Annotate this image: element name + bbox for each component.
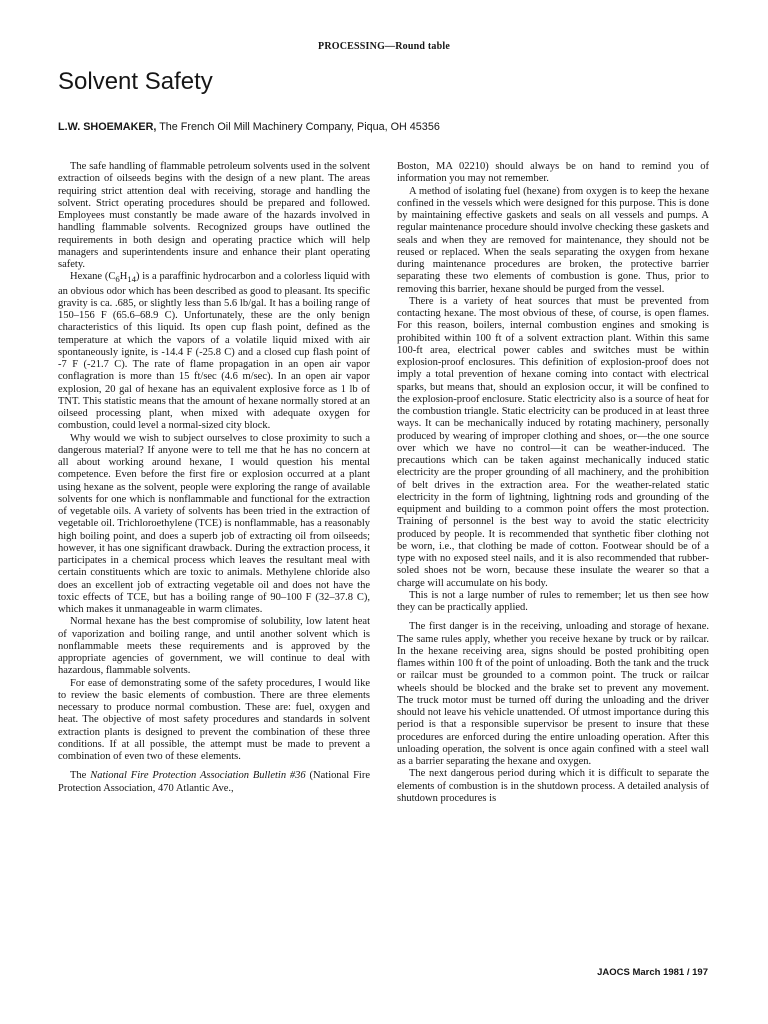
subscript: 14 [127,274,137,285]
author-affiliation: The French Oil Mill Machinery Company, Piqua, OH 45356 [159,121,440,133]
paragraph: Why would we wish to subject ourselves to close proximity to such a dangerous material? If anyone were to tell me that he has no concern at all about working around hexane, I would question his mental competence. Even before the first fire or explosion occurred at a plant using hexane as the solvent, people were exploring the range of available solvents for one which is nonflammable and functional for the extraction of vegetable oils. A variety of solvents has been tried in the extraction of vegetable oil. Trichloroethylene (TCE) is nonflammable, has a reasonably high boiling point, and does a superb job of extracting oil from oilseeds; however, it has one significant drawback. During the extraction process, it participates in a chemical process which leaves the resultant meal with certain constituents which are toxic to animals. Methylene chloride also does an excellent job of extracting vegetable oil and does not have the toxic effects of TCE, but has a boiling range of 90–100 F (32–37.8 C), which makes it unmanageable in warm climates. [58,432,370,616]
paragraph-nfpa-reference [58,770,370,795]
section-header: PROCESSING—Round table [318,41,450,52]
paragraph: There is a variety of heat sources that must be prevented from contacting hexane. The most obvious of these, of course, is open flames. For this reason, boilers, internal combustion engines and smoking is prohibited within 100 ft of a solvent extraction plant. Within this same 100-ft area, electrical power cables and switches must be within explosion-proof enclosures. This definition of explosion-proof does not imply a total prevention of hexane coming into contact with electrical sparks, but means that, should an explosion occur, it will be confined to the explosion-proof enclosure. Static electricity also is a source of heat for the combustion triangle. Static electricity can be produced in at least three ways. It can be mechanically induced by rotating machinery, personally produced by wearing of improper clothing and shoes, or—the one source over which we have no control—it can be weather-induced. The precautions which can be taken against mechanically induced static electricity are the proper grounding of all machinery, and the prohibition of belt drives in the extraction area. For the weather-related static electricity in the form of lightning, lightning rods and grounding of the equipment and building to a common point offers the most protection. Training of personnel is the best way to avoid the static electricity produced by people. It is recommended that synthetic fiber clothing not be worn, i.e., that clothing be made of cotton. Footwear should be of a type with no exposed steel nails, and it is also recommended that rubber-soled shoes not be worn, because these insulate the wearer so that a charge will accumulate on his body. [397,295,709,589]
paragraph-text: (National Fire Protection Association, 470 Atlantic Ave., [58,770,370,794]
paragraph: A method of isolating fuel (hexane) from oxygen is to keep the hexane confined in the vessels which were designed for this purpose. This is done by maintaining effective gaskets and seals on all vessels and pumps. A regular maintenance procedure should involve checking these gaskets and seals and when they are removed for maintenance, they should not be reused or replaced. When the seals separating the oxygen from hexane during maintenance procedures are broken, the protective barrier separating these two elements of combustion is gone. Thus, prior to removing this barrier, hexane should be purged from the vessel. [397,185,709,295]
paragraph: This is not a large number of rules to remember; let us then see how they can be practically applied. [397,589,709,613]
paragraph-text: H [119,271,128,283]
article-title: Solvent Safety [58,68,213,95]
left-column [58,161,370,795]
paragraph-hexane-properties [58,271,370,432]
subscript: 6 [115,274,120,285]
paragraph: The next dangerous period during which it is difficult to separate the elements of combustion is in the shutdown process. A detailed analysis of shutdown procedures is [397,768,709,804]
paragraph: The safe handling of flammable petroleum solvents used in the solvent extraction of oilseeds begins with the design of a new plant. The areas requiring strict attention deal with receiving, storage and handling the solvent. Strict operating procedures should be prepared and followed. Employees must constantly be made aware of the hazards involved in handling flammable solvents. Recognized groups have outlined the requirements in both design and operating practice which will help managers and superintendents insure and enhance their plant operating safety. [58,161,370,270]
right-column [397,161,709,805]
paragraph: Normal hexane has the best compromise of solubility, low latent heat of vaporization and boiling range, and until another solvent which is nonflammable meets these requirements and is approved by the appropriate agencies of government, we will continue to deal with hazardous, flammable solvents. [58,616,370,677]
paragraph-text: ) is a paraffinic hydrocarbon and a colorless liquid with an obvious odor which has been described as good to pleasant. Its specific gravity is ca. .685, or slightly less than 5.6 lb/gal. It has a boiling range of 150–156 F (65.6–68.9 C). Unfortunately, these are the only benign characteristics of this liquid. Its open cup flash point, defined as the temperature at which the vapors of a volatile liquid mixed with air spontaneously ignite, is -14.4 F (-25.8 C) and a closed cup flash point of -7 F (-21.7 C). The rate of flame propagation in an open air vapor conflagration is more than 15 ft/sec (4.6 m/sec). In an open air vapor explosion, 20 gal of hexane has an equivalent explosive force as 1 lb of TNT. This statistic means that the amount of hexane normally stored at an oilseed processing plant, when mixed with adequate oxygen for combustion, could level a normal-sized city block. [58,271,370,432]
paragraph-text: The [70,770,91,782]
paragraph-text: Hexane (C [70,271,116,283]
paragraph: The first danger is in the receiving, unloading and storage of hexane. The same rules apply, whether you receive hexane by truck or by railcar. In the hexane receiving area, signs should be posted prohibiting open flames within 100 ft of the point of unloading. Both the tank and the truck or railcar must be grounded to a common point. The truck or railcar wheels should be blocked and the brake set to prevent any movement. The truck motor must be turned off during the unloading and the driver should not leave his vehicle unattended. Of utmost importance during this period is that a responsible supervisor be present to insure that these procedures are enforced during the entire unloading operation. After this unloading operation, the solvent is once again confined with a steel wall as a barrier separating the hexane and oxygen. [397,621,709,767]
author-name: L.W. SHOEMAKER, [58,121,157,133]
paragraph: Boston, MA 02210) should always be on hand to remind you of information you may not remember. [397,161,709,185]
byline [58,121,440,133]
bulletin-title: National Fire Protection Association Bulletin #36 [90,770,306,782]
paragraph: For ease of demonstrating some of the safety procedures, I would like to review the basic elements of combustion. There are three elements necessary to produce normal combustion. These are: fuel, oxygen and heat. The objective of most safety procedures and standards in solvent extraction plants is designed to prevent the combination of these three conditions. If at all possible, the attempt must be made to prevent a combination of even two of these elements. [58,677,370,763]
page-footer: JAOCS March 1981 / 197 [597,967,708,978]
